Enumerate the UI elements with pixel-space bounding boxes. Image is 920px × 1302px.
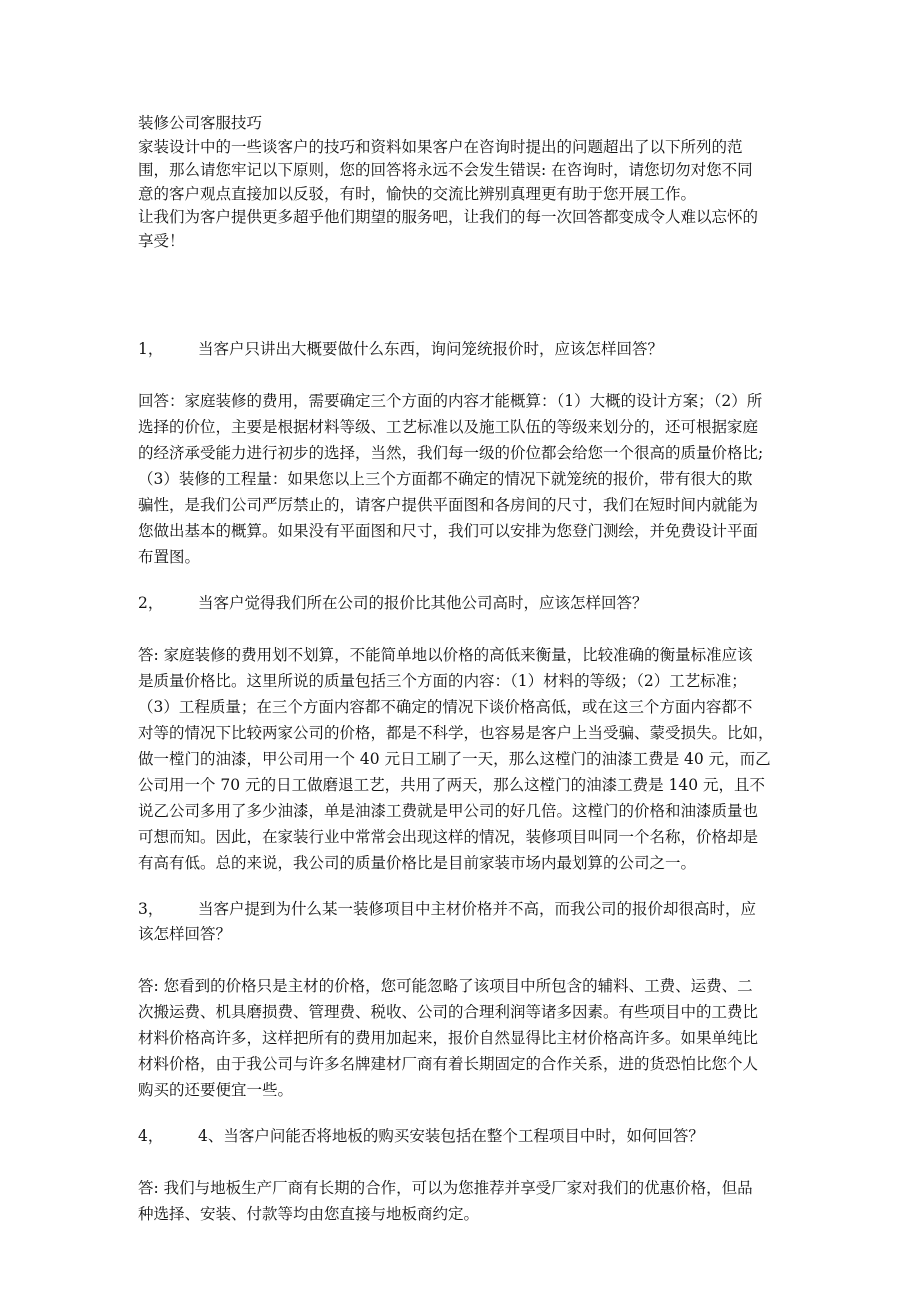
answer-line: 布置图。 bbox=[138, 548, 201, 566]
question-number: 4， bbox=[138, 1127, 164, 1145]
qa-item-4 bbox=[138, 1124, 784, 1227]
gap bbox=[138, 362, 784, 388]
answer-line: 答: 您看到的价格只是主材的价格，您可能忽略了该项目中所包含的辅料、工费、运费、二 bbox=[138, 977, 753, 995]
question-2 bbox=[138, 591, 784, 616]
question-text: 当客户提到为什么某一装修项目中主材价格并不高，而我公司的报价却很高时，应 bbox=[198, 900, 757, 918]
intro-line: 家装设计中的一些谈客户的技巧和资料如果客户在咨询时提出的问题超出了以下所列的范 bbox=[138, 137, 743, 156]
answer-line: 选择的价位，主要是根据材料等级、工艺标准以及施工队伍的等级来划分的，还可根据家庭 bbox=[138, 418, 759, 436]
gap bbox=[138, 1103, 784, 1124]
intro-paragraph bbox=[138, 136, 784, 254]
question-1 bbox=[138, 337, 784, 362]
answer-line: 材料价格高许多，这样把所有的费用加起来，报价自然显得比主材价格高许多。如果单纯比 bbox=[138, 1029, 759, 1047]
qa-item-1 bbox=[138, 337, 784, 570]
answer-line: 材料价格，由于我公司与许多名牌建材厂商有着长期固定的合作关系，进的货恐怕比您个人 bbox=[138, 1055, 759, 1073]
answer-line: 有高有低。总的来说，我公司的质量价格比是目前家装市场内最划算的公司之一。 bbox=[138, 854, 697, 872]
intro-line: 意的客户观点直接加以反驳，有时，愉快的交流比辨别真理更有助于您开展工作。 bbox=[138, 184, 697, 203]
answer-line: 可想而知。因此，在家装行业中常常会出现这样的情况，装修项目叫同一个名称，价格却是 bbox=[138, 828, 759, 846]
gap bbox=[138, 1149, 784, 1175]
gap bbox=[138, 616, 784, 642]
gap bbox=[138, 947, 784, 973]
intro-line: 享受！ bbox=[138, 231, 185, 250]
question-number: 3， bbox=[138, 900, 164, 918]
answer-line: 公司用一个 70 元的日工做磨退工艺，共用了两天，那么这樘门的油漆工费是 140 元，且不 bbox=[138, 776, 766, 794]
answer-line: 种选择、安装、付款等均由您直接与地板商约定。 bbox=[138, 1205, 480, 1223]
answer-line: 的经济承受能力进行初步的选择，当然，我们每一级的价位都会给您一个很高的质量价格比; bbox=[138, 444, 764, 462]
intro-line: 围，那么请您牢记以下原则，您的回答将永远不会发生错误: 在咨询时，请您切勿对您不同 bbox=[138, 161, 753, 179]
gap bbox=[138, 570, 784, 591]
answer-line: 是质量价格比。这里所说的质量包括三个方面的内容：（1）材料的等级；（2）工艺标准； bbox=[138, 672, 747, 690]
answer-line: （3）工程质量；在三个方面内容都不确定的情况下谈价格高低，或在这三个方面内容都不 bbox=[138, 698, 753, 716]
answer-line: 回答：家庭装修的费用，需要确定三个方面的内容才能概算：（1）大概的设计方案；（2）所 bbox=[138, 392, 763, 410]
question-3-continued: 该怎样回答？ bbox=[138, 925, 232, 943]
answer-line: 购买的还要便宜一些。 bbox=[138, 1081, 294, 1099]
gap bbox=[138, 876, 784, 897]
answer-2 bbox=[138, 642, 784, 876]
answer-1 bbox=[138, 388, 784, 570]
answer-line: （3）装修的工程量：如果您以上三个方面都不确定的情况下就笼统的报价，带有很大的欺 bbox=[138, 470, 753, 488]
document-page bbox=[138, 112, 784, 1227]
answer-line: 答: 家庭装修的费用划不划算，不能简单地以价格的高低来衡量，比较准确的衡量标准应该 bbox=[138, 646, 753, 664]
question-4 bbox=[138, 1124, 784, 1149]
question-text: 当客户觉得我们所在公司的报价比其他公司高时，应该怎样回答？ bbox=[198, 594, 648, 612]
question-number: 1， bbox=[138, 340, 164, 358]
question-text: 4、当客户问能否将地板的购买安装包括在整个工程项目中时，如何回答？ bbox=[198, 1127, 704, 1145]
answer-line: 答: 我们与地板生产厂商有长期的合作，可以为您推荐并享受厂家对我们的优惠价格，但品 bbox=[138, 1179, 753, 1197]
answer-3 bbox=[138, 973, 784, 1103]
qa-item-3 bbox=[138, 897, 784, 1103]
document-title: 装修公司客服技巧 bbox=[138, 114, 263, 132]
qa-item-2 bbox=[138, 591, 784, 876]
answer-line: 次搬运费、机具磨损费、管理费、税收、公司的合理利润等诸多因素。有些项目中的工费比 bbox=[138, 1003, 759, 1021]
question-text: 当客户只讲出大概要做什么东西，询问笼统报价时，应该怎样回答？ bbox=[198, 340, 664, 358]
answer-line: 说乙公司多用了多少油漆，单是油漆工费就是甲公司的好几倍。这樘门的价格和油漆质量也 bbox=[138, 802, 759, 820]
answer-line: 做一樘门的油漆，甲公司用一个 40 元日工刷了一天，那么这樘门的油漆工费是 40 元，而乙 bbox=[138, 750, 771, 768]
answer-line: 您做出基本的概算。如果没有平面图和尺寸，我们可以安排为您登门测绘，并免费设计平面 bbox=[138, 522, 759, 540]
question-3 bbox=[138, 897, 784, 922]
section-spacer bbox=[138, 253, 784, 337]
answer-line: 对等的情况下比较两家公司的价格，都是不科学，也容易是客户上当受骗、蒙受损失。比如， bbox=[138, 724, 774, 742]
answer-line: 骗性，是我们公司严厉禁止的，请客户提供平面图和各房间的尺寸，我们在短时间内就能为 bbox=[138, 496, 759, 514]
intro-line: 让我们为客户提供更多超乎他们期望的服务吧，让我们的每一次回答都变成令人难以忘怀的 bbox=[138, 208, 759, 226]
answer-4 bbox=[138, 1175, 784, 1227]
question-number: 2， bbox=[138, 594, 164, 612]
